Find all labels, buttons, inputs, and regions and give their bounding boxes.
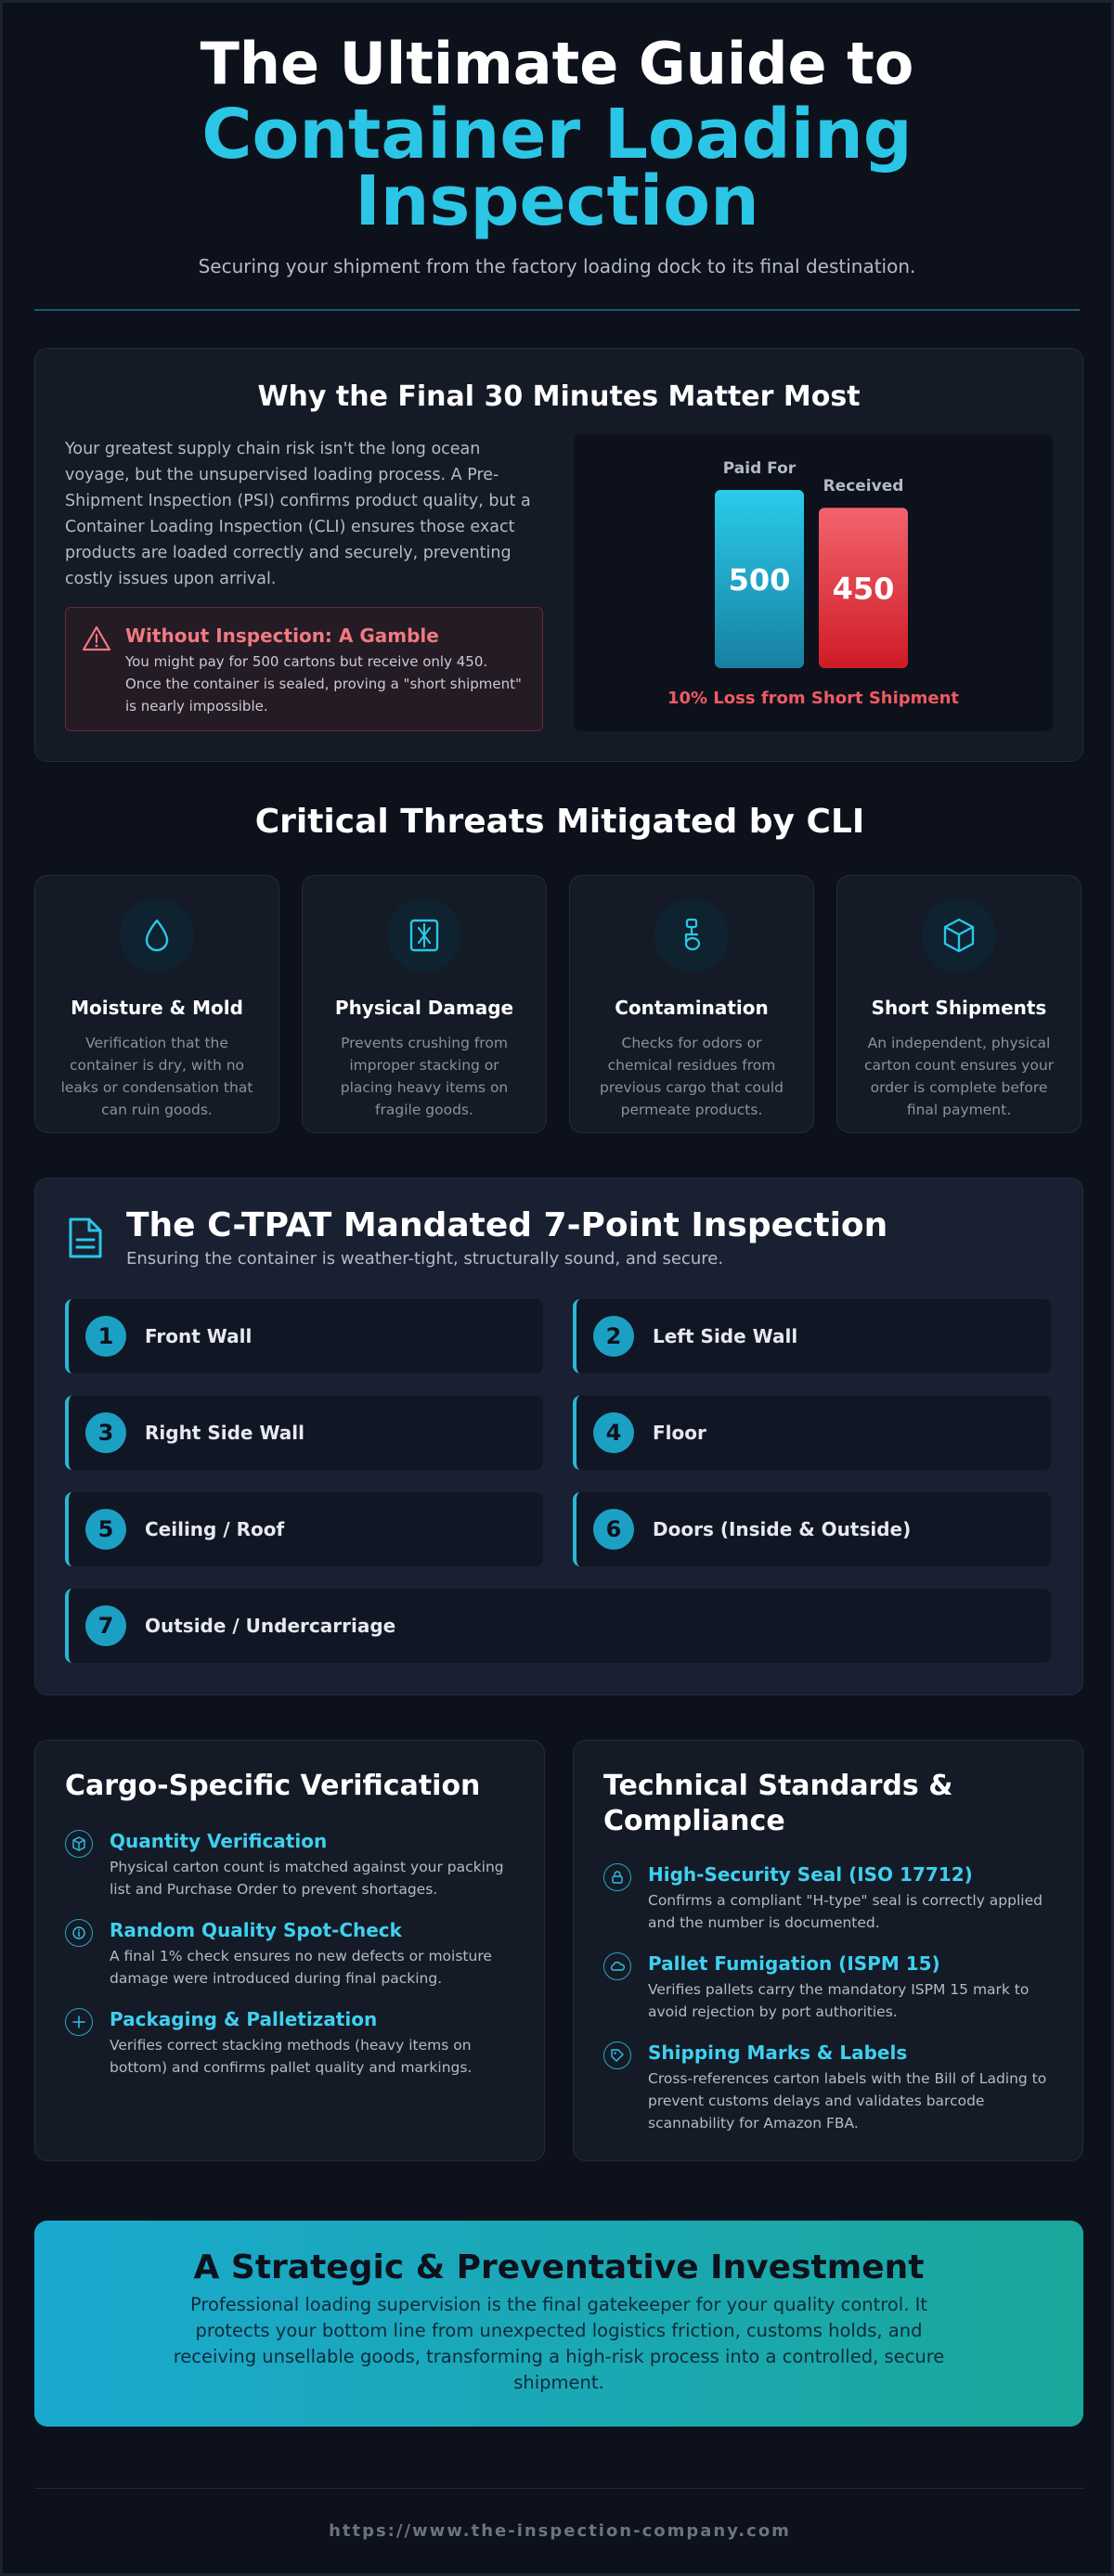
tech-title: [603, 1769, 952, 1839]
inspection-point: [65, 1299, 543, 1373]
threat-title: Contamination: [615, 997, 769, 1019]
cube-icon: [939, 916, 978, 955]
tag-icon: [609, 2047, 626, 2064]
feature-title: Packaging & Palletization: [110, 2008, 378, 2030]
feature-text: Verifies correct stacking methods (heavy items on bottom) and confirms pallet quality and markings.: [110, 2037, 473, 2076]
threat-card-contamination: [569, 875, 814, 1133]
feature-title: Random Quality Spot-Check: [110, 1919, 402, 1941]
shipment-chart: [574, 434, 1053, 731]
inspection-point: [65, 1492, 543, 1566]
threat-title: Moisture & Mold: [71, 997, 243, 1019]
document-icon: [67, 1216, 104, 1260]
cargo-title: Cargo-Specific Verification: [65, 1770, 481, 1802]
feature-title: Shipping Marks & Labels: [648, 2041, 908, 2064]
inspection-point: [573, 1396, 1051, 1470]
water-drop-icon: [138, 917, 175, 954]
ctpat-section-card: [34, 1178, 1083, 1695]
feature-text: Physical carton count is matched against your packing list and Purchase Order to prevent shortages.: [110, 1859, 504, 1898]
point-label: Outside / Undercarriage: [145, 1615, 396, 1637]
ctpat-title: The C-TPAT Mandated 7-Point Inspection: [126, 1206, 888, 1244]
page-subtitle: Securing your shipment from the factory loading dock to its final destination.: [198, 255, 916, 277]
point-number: 5: [85, 1509, 126, 1550]
lock-icon: [609, 1869, 626, 1886]
feature-title: Pallet Fumigation (ISPM 15): [648, 1952, 940, 1975]
point-number: 1: [85, 1316, 126, 1357]
warning-triangle-icon: [81, 623, 112, 654]
header-divider: [34, 309, 1080, 311]
threat-card-moisture: [34, 875, 279, 1133]
point-label: Front Wall: [145, 1325, 253, 1347]
threat-text: An independent, physical carton count ensures your order is complete before final payment.: [863, 1035, 1055, 1118]
threat-text: Verification that the container is dry, with no leaks or condensation that can ruin goods.: [60, 1035, 253, 1118]
threat-text: Checks for odors or chemical residues from previous cargo that could permeate products.: [600, 1035, 784, 1118]
cta-text: Professional loading supervision is the final gatekeeper for your quality control. It protects your bottom line from unexpected logistics friction, customs holds, and receiving unsellable goods, transforming a high-risk process into a controlled, secure shipment.: [173, 2294, 945, 2393]
cloud-icon: [609, 1958, 626, 1975]
cta-title: A Strategic & Preventative Investment: [193, 2248, 925, 2286]
value-label: 500: [728, 562, 791, 598]
threat-text: Prevents crushing from improper stacking or placing heavy items on fragile goods.: [340, 1035, 509, 1118]
hero-header: [3, 3, 1111, 311]
point-label: Floor: [653, 1422, 706, 1444]
feature-title: Quantity Verification: [110, 1830, 328, 1852]
tech-title-line2: Compliance: [603, 1805, 785, 1837]
ctpat-subtitle: Ensuring the container is weather-tight, structurally sound, and secure.: [126, 1249, 724, 1269]
inspection-point: [65, 1396, 543, 1470]
test-tube-icon: [673, 917, 710, 954]
point-number: 7: [85, 1605, 126, 1646]
point-number: 4: [593, 1412, 634, 1453]
broken-box-icon: [406, 917, 443, 954]
feature-text: Verifies pallets carry the mandatory ISPM 15 mark to avoid rejection by port authorities.: [648, 1981, 1030, 2020]
info-circle-icon: [71, 1925, 87, 1941]
why-section-title: Why the Final 30 Minutes Matter Most: [257, 380, 861, 413]
footer-divider: [34, 2488, 1083, 2489]
cargo-verification-card: [34, 1740, 545, 2161]
threat-title: Physical Damage: [334, 997, 514, 1019]
technical-standards-card: [573, 1740, 1083, 2161]
point-label: Left Side Wall: [653, 1325, 798, 1347]
point-label: Ceiling / Roof: [145, 1518, 285, 1540]
feature-text: A final 1% check ensures no new defects or moisture damage were introduced during final packing.: [110, 1948, 492, 1987]
why-section-card: [34, 348, 1083, 762]
inspection-point: [65, 1589, 1051, 1663]
box-check-icon: [71, 1835, 87, 1852]
feature-title: High-Security Seal (ISO 17712): [648, 1863, 973, 1886]
page-title-line1: The Ultimate Guide to: [200, 30, 914, 97]
warning-text: You might pay for 500 cartons but receive only 450. Once the container is sealed, proving a "short shipment" is nearly impossible.: [125, 653, 522, 715]
point-number: 3: [85, 1412, 126, 1453]
page-title-line3: Inspection: [355, 161, 759, 241]
point-number: 6: [593, 1509, 634, 1550]
cta-banner: [34, 2221, 1083, 2427]
threat-card-short-shipments: [836, 875, 1082, 1133]
warning-title: Without Inspection: A Gamble: [125, 625, 439, 647]
tech-title-line1: Technical Standards &: [603, 1770, 953, 1802]
why-section-body: Your greatest supply chain risk isn't the long ocean voyage, but the unsupervised loading process. A Pre-Shipment Inspection (PSI) confirms product quality, but a Container Loading Inspection (CLI) ensures those exact products are loaded correctly and securely, preventing costly issues upon arrival.: [65, 440, 531, 588]
inspection-point: [573, 1299, 1051, 1373]
threat-card-damage: [302, 875, 547, 1133]
warning-box: [65, 607, 543, 731]
chart-caption: 10% Loss from Short Shipment: [667, 689, 960, 708]
page-title-line2: Container Loading: [201, 95, 913, 174]
point-number: 2: [593, 1316, 634, 1357]
feature-text: Cross-references carton labels with the Bill of Lading to prevent customs delays and validates barcode scannability for Amazon FBA.: [648, 2070, 1047, 2132]
value-label: 450: [832, 571, 895, 607]
feature-text: Confirms a compliant "H-type" seal is correctly applied and the number is documented.: [648, 1892, 1043, 1931]
point-label: Doors (Inside & Outside): [653, 1518, 912, 1540]
inspection-point: [573, 1492, 1051, 1566]
threat-title: Short Shipments: [871, 997, 1047, 1019]
plus-circle-icon: [71, 2014, 87, 2030]
category-label: Paid For: [722, 459, 797, 478]
threats-title: Critical Threats Mitigated by CLI: [254, 803, 865, 841]
footer-url-link[interactable]: https://www.the-inspection-company.com: [329, 2521, 791, 2541]
bar-chart-svg: [574, 434, 1053, 731]
category-label: Received: [823, 477, 904, 496]
point-label: Right Side Wall: [145, 1422, 304, 1444]
